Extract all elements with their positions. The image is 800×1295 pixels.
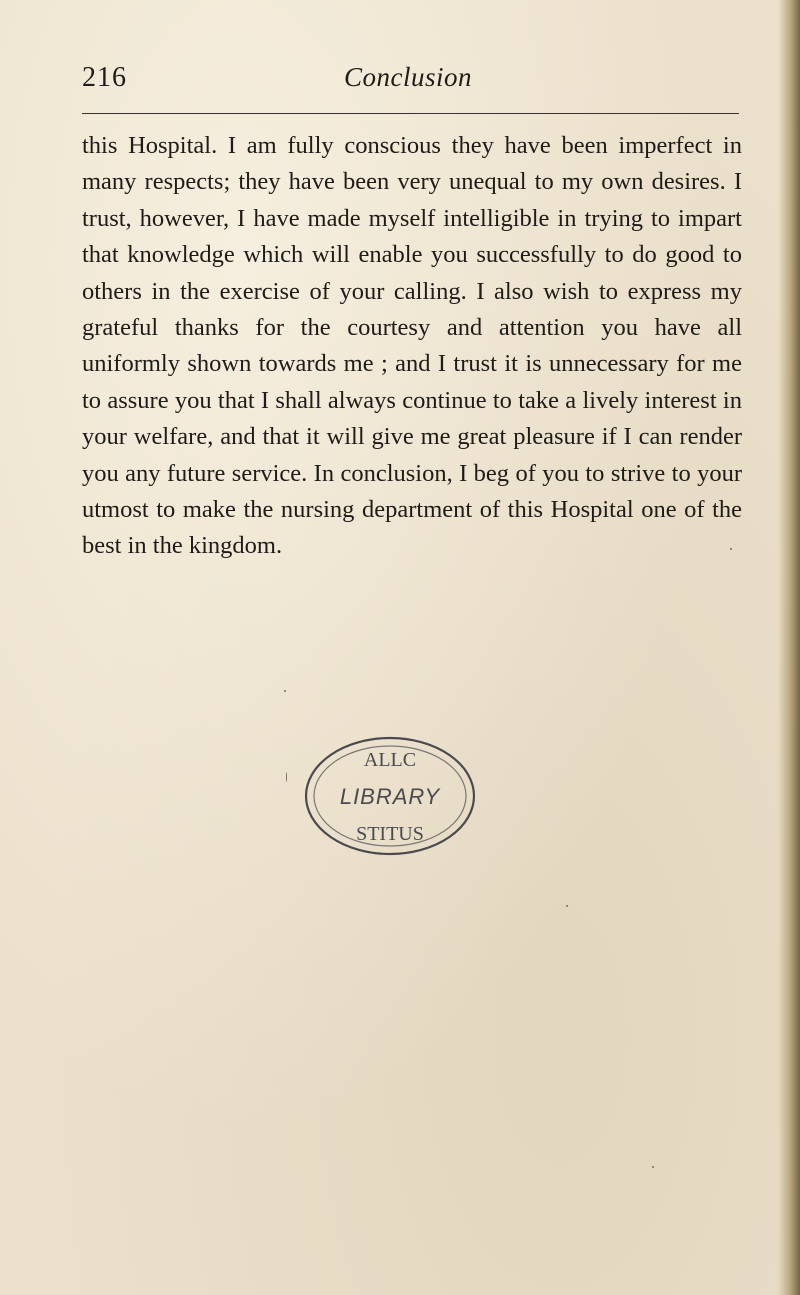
library-stamp bbox=[300, 732, 480, 862]
stamp-center-text: LIBRARY bbox=[339, 784, 441, 809]
page-edge-shadow bbox=[778, 0, 800, 1295]
running-head bbox=[82, 62, 738, 98]
paper-speck bbox=[286, 772, 287, 782]
header-rule bbox=[82, 113, 739, 114]
running-title: Conclusion bbox=[344, 62, 473, 92]
page-number: 216 bbox=[82, 62, 127, 93]
body-paragraph: this Hospital. I am fully conscious they have been imperfect in many respects; they have been very unequal to my own desires. I trust, however, I have made myself intelligible in trying to impart that knowledge which will enable you successfully to do good to others in the exercise of your calling. I also wish to express my grateful thanks for the courtesy and attention you have all uniformly shown towards me ; and I trust it is unnecessary for me to assure you that I shall always continue to take a lively interest in your welfare, and that it will give me great pleasure if I can render you any future service. In conclusion, I beg of you to strive to your utmost to make the nursing department of this Hospital one of the best in the kingdom. bbox=[82, 132, 742, 560]
paper-speck bbox=[652, 1166, 654, 1168]
paper-speck bbox=[566, 905, 568, 907]
stamp-bottom-text: STITUS bbox=[356, 823, 424, 845]
stamp-top-text: ALLC bbox=[363, 749, 417, 771]
paper-speck bbox=[284, 690, 286, 692]
paper-speck bbox=[730, 548, 732, 550]
